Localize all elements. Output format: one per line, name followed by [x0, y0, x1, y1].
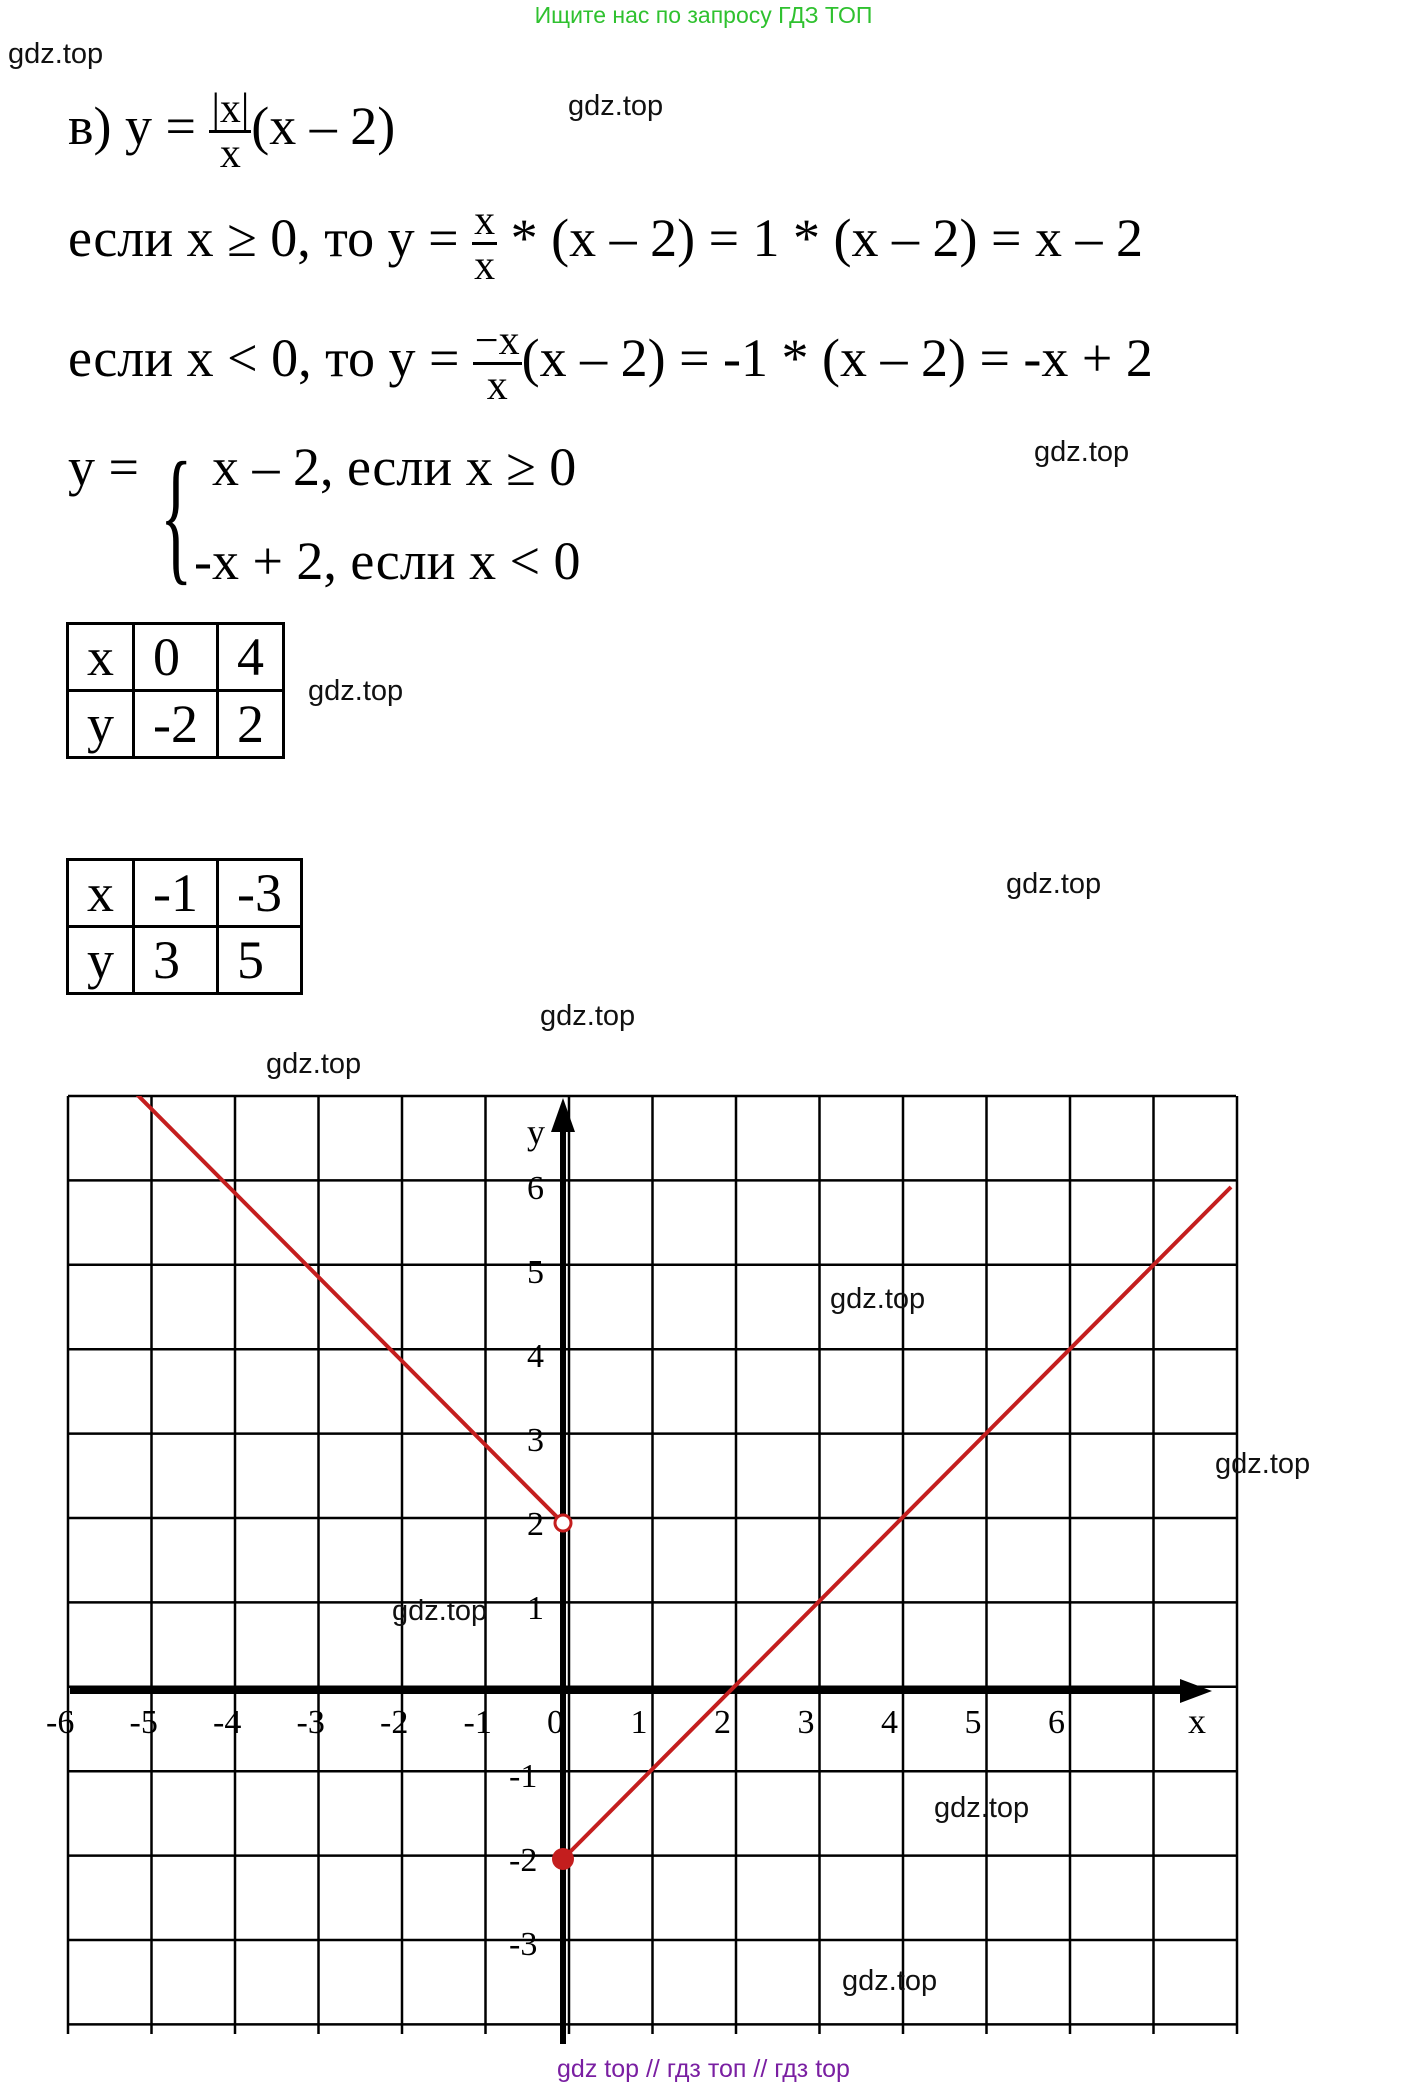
table-cell: 3 [134, 927, 218, 994]
fraction-denominator: x [209, 130, 251, 175]
y-tick-label: -2 [509, 1842, 538, 1879]
watermark: gdz.top [8, 38, 104, 70]
watermark: gdz.top [392, 1595, 488, 1627]
table-row [68, 860, 302, 927]
watermark: gdz.top [830, 1283, 926, 1315]
x-tick-label: -5 [129, 1704, 158, 1741]
x-tick-label: -2 [380, 1704, 409, 1741]
x-axis-arrow-icon [1180, 1679, 1212, 1703]
y-tick-label: 2 [527, 1506, 544, 1543]
problem-label: в) [68, 95, 112, 156]
fraction-denominator: x [473, 362, 522, 407]
system-row-1: x – 2, если x ≥ 0 [212, 437, 577, 497]
x-tick-label: -4 [213, 1704, 242, 1741]
x-tick-label: 2 [714, 1704, 731, 1741]
watermark: gdz.top [1034, 436, 1130, 468]
x-axis-label: x [1188, 1701, 1206, 1741]
watermark: gdz.top [266, 1048, 362, 1080]
y-tick-label: -1 [509, 1758, 538, 1795]
table-cell: x [68, 860, 134, 927]
case-positive-prefix: если x ≥ 0, то y = [68, 207, 459, 268]
case-negative-prefix: если x < 0, то y = [68, 327, 460, 388]
table-cell: 4 [217, 624, 283, 691]
value-table-2 [66, 858, 303, 995]
function-graph [0, 1080, 1407, 2060]
x-tick-label: 5 [964, 1704, 982, 1741]
table-cell: x [68, 624, 134, 691]
table-row [68, 624, 284, 691]
filled-endpoint [552, 1848, 574, 1870]
watermark: gdz.top [1006, 868, 1102, 900]
y-tick-label: 1 [527, 1590, 544, 1627]
x-tick-label: -3 [296, 1704, 325, 1741]
table-cell: 0 [134, 624, 218, 691]
y-tick-label: -3 [509, 1926, 538, 1963]
system-row-2: -x + 2, если x < 0 [194, 531, 581, 591]
watermark: gdz.top [1215, 1448, 1311, 1480]
table-cell: -3 [217, 860, 301, 927]
y-tick-label: 6 [527, 1170, 544, 1207]
footer-watermark: gdz top // гдз топ // гдз top [557, 2055, 850, 2083]
value-table-1 [66, 622, 285, 759]
formula-tail: (x – 2) [251, 95, 396, 156]
fraction-denominator: x [474, 243, 496, 289]
open-endpoint [555, 1515, 571, 1531]
formula-lhs: y = [124, 95, 196, 156]
brace-icon: { [160, 432, 193, 598]
system-lhs: y = [68, 437, 139, 497]
x-tick-label: 4 [881, 1704, 898, 1741]
x-tick-label: -6 [46, 1704, 75, 1741]
case-negative-fraction [473, 320, 522, 407]
table-cell: y [68, 927, 134, 994]
table-row [68, 691, 284, 758]
case-positive [68, 200, 1143, 287]
formula-fraction [209, 88, 251, 175]
x-tick-label: 0 [547, 1704, 564, 1741]
y-tick-label: 4 [527, 1338, 544, 1375]
y-axis-arrow-icon [551, 1098, 575, 1132]
series-line-1 [62, 1080, 563, 1523]
watermark: gdz.top [568, 90, 664, 122]
table-cell: y [68, 691, 134, 758]
table-cell: -2 [134, 691, 218, 758]
y-tick-label: 5 [527, 1254, 544, 1291]
table-cell: -1 [134, 860, 218, 927]
fraction-numerator: |x| [211, 86, 250, 132]
table-cell: 5 [217, 927, 301, 994]
y-axis-label: y [527, 1112, 545, 1152]
y-tick-label: 3 [527, 1422, 544, 1459]
formula-main [68, 88, 395, 175]
case-positive-fraction [472, 200, 497, 287]
search-hint: Ищите нас по запросу ГДЗ ТОП [534, 2, 873, 28]
watermark: gdz.top [934, 1792, 1030, 1824]
x-tick-label: -1 [463, 1704, 492, 1741]
x-tick-label: 3 [797, 1704, 815, 1741]
x-tick-label: 1 [630, 1704, 648, 1741]
watermark: gdz.top [540, 1000, 636, 1032]
watermark: gdz.top [842, 1965, 938, 1997]
table-cell: 2 [217, 691, 283, 758]
table-row [68, 927, 302, 994]
case-positive-tail: * (x – 2) = 1 * (x – 2) = x – 2 [510, 207, 1143, 268]
case-negative-tail: (x – 2) = -1 * (x – 2) = -x + 2 [521, 327, 1153, 388]
fraction-numerator: −x [474, 318, 520, 364]
fraction-numerator: x [474, 198, 496, 244]
x-tick-label: 6 [1048, 1704, 1065, 1741]
case-negative [68, 320, 1153, 407]
watermark: gdz.top [308, 675, 404, 707]
